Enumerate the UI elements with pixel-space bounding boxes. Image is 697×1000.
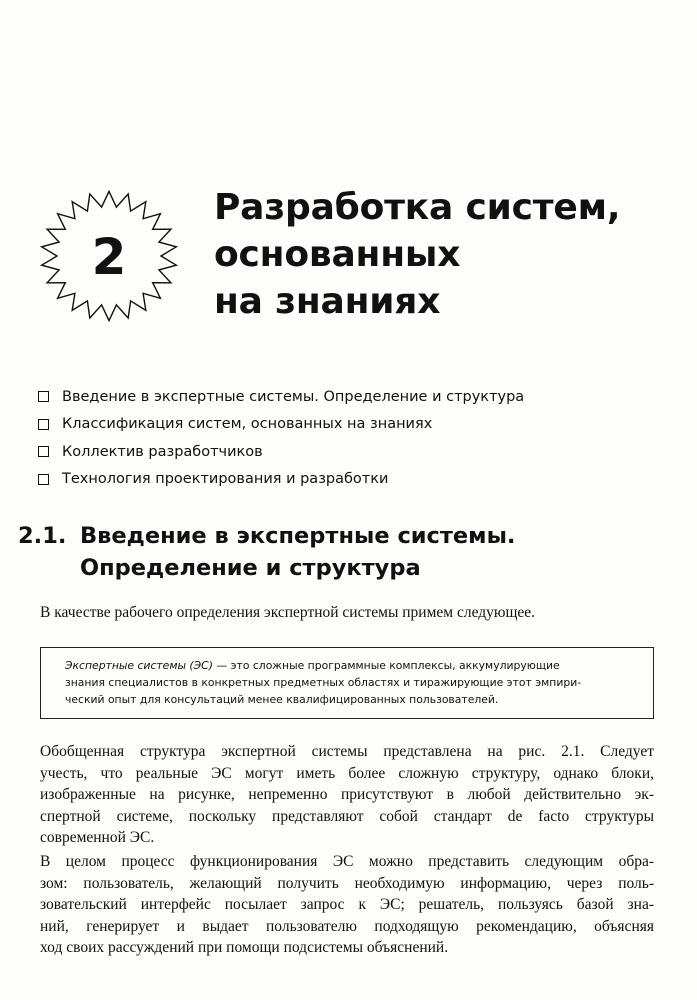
paragraph-line: ний, генерирует и выдает пользователю подходящую рекомендацию, объясняя [40,917,654,935]
checkbox-square-icon [38,446,49,457]
body-paragraph-1 [40,741,654,849]
paragraph-line: Обобщенная структура экспертной системы представлена на рис. 2.1. Следует [40,743,654,760]
chapter-title-line-3: на знаниях [214,281,441,322]
contents-item-label: Технология проектирования и разработки [62,471,389,488]
contents-item [38,466,658,494]
contents-item-label: Введение в экспертные системы. Определение и структура [62,388,525,405]
chapter-title [214,184,684,325]
chapter-starburst-badge [34,186,184,326]
paragraph-line: спертной системе, поскольку представляют собой стандарт de facto структуры [40,807,654,825]
body-paragraph-2 [40,851,654,959]
definition-line-3: ческий опыт для консультаций менее квалифицированных пользователей. [65,693,499,706]
definition-term: Экспертные системы (ЭС) [65,659,213,672]
contents-item-label: Коллектив разработчиков [62,443,263,460]
paragraph-line: современной ЭС. [40,829,155,846]
definition-line-2: знания специалистов в конкретных предметных областях и тиражирующие этот эмпири- [65,676,582,689]
contents-item [38,383,658,411]
paragraph-line: учесть, что реальные ЭС могут иметь более сложную структуру, однако блоки, [40,764,654,782]
paragraph-line: изображенные на рисунке, непременно присутствуют в любой действительно эк- [40,786,654,803]
definition-box [40,647,654,719]
chapter-title-line-1: Разработка систем, [214,187,621,228]
checkbox-square-icon [38,419,49,430]
definition-line-1: — это сложные программные комплексы, аккумулирующие [212,659,560,672]
intro-sentence: В качестве рабочего определения экспертной системы примем следующее. [40,604,536,621]
paragraph-line: зовательский интерфейс посылает запрос к ЭС; решатель, пользуясь базой зна- [40,896,654,913]
chapter-title-line-2: основанных [214,234,461,275]
paragraph-line: В целом процесс функционирования ЭС можно представить следующим обра- [40,853,654,870]
section-number: 2.1. [18,523,67,549]
paragraph-line: ход своих рассуждений при помощи подсистемы объяснений. [40,939,449,956]
contents-item [38,411,658,439]
paragraph-line: зом: пользователь, желающий получить необходимую информацию, через поль- [40,874,654,892]
section-heading [18,520,678,584]
section-title-line-1: Введение в экспертные системы. [80,523,516,549]
checkbox-square-icon [38,391,49,402]
contents-item [38,438,658,466]
chapter-number: 2 [91,228,127,286]
chapter-contents-list [38,383,658,493]
contents-item-label: Классификация систем, основанных на знаниях [62,416,433,433]
checkbox-square-icon [38,474,49,485]
section-title-line-2: Определение и структура [80,555,421,581]
